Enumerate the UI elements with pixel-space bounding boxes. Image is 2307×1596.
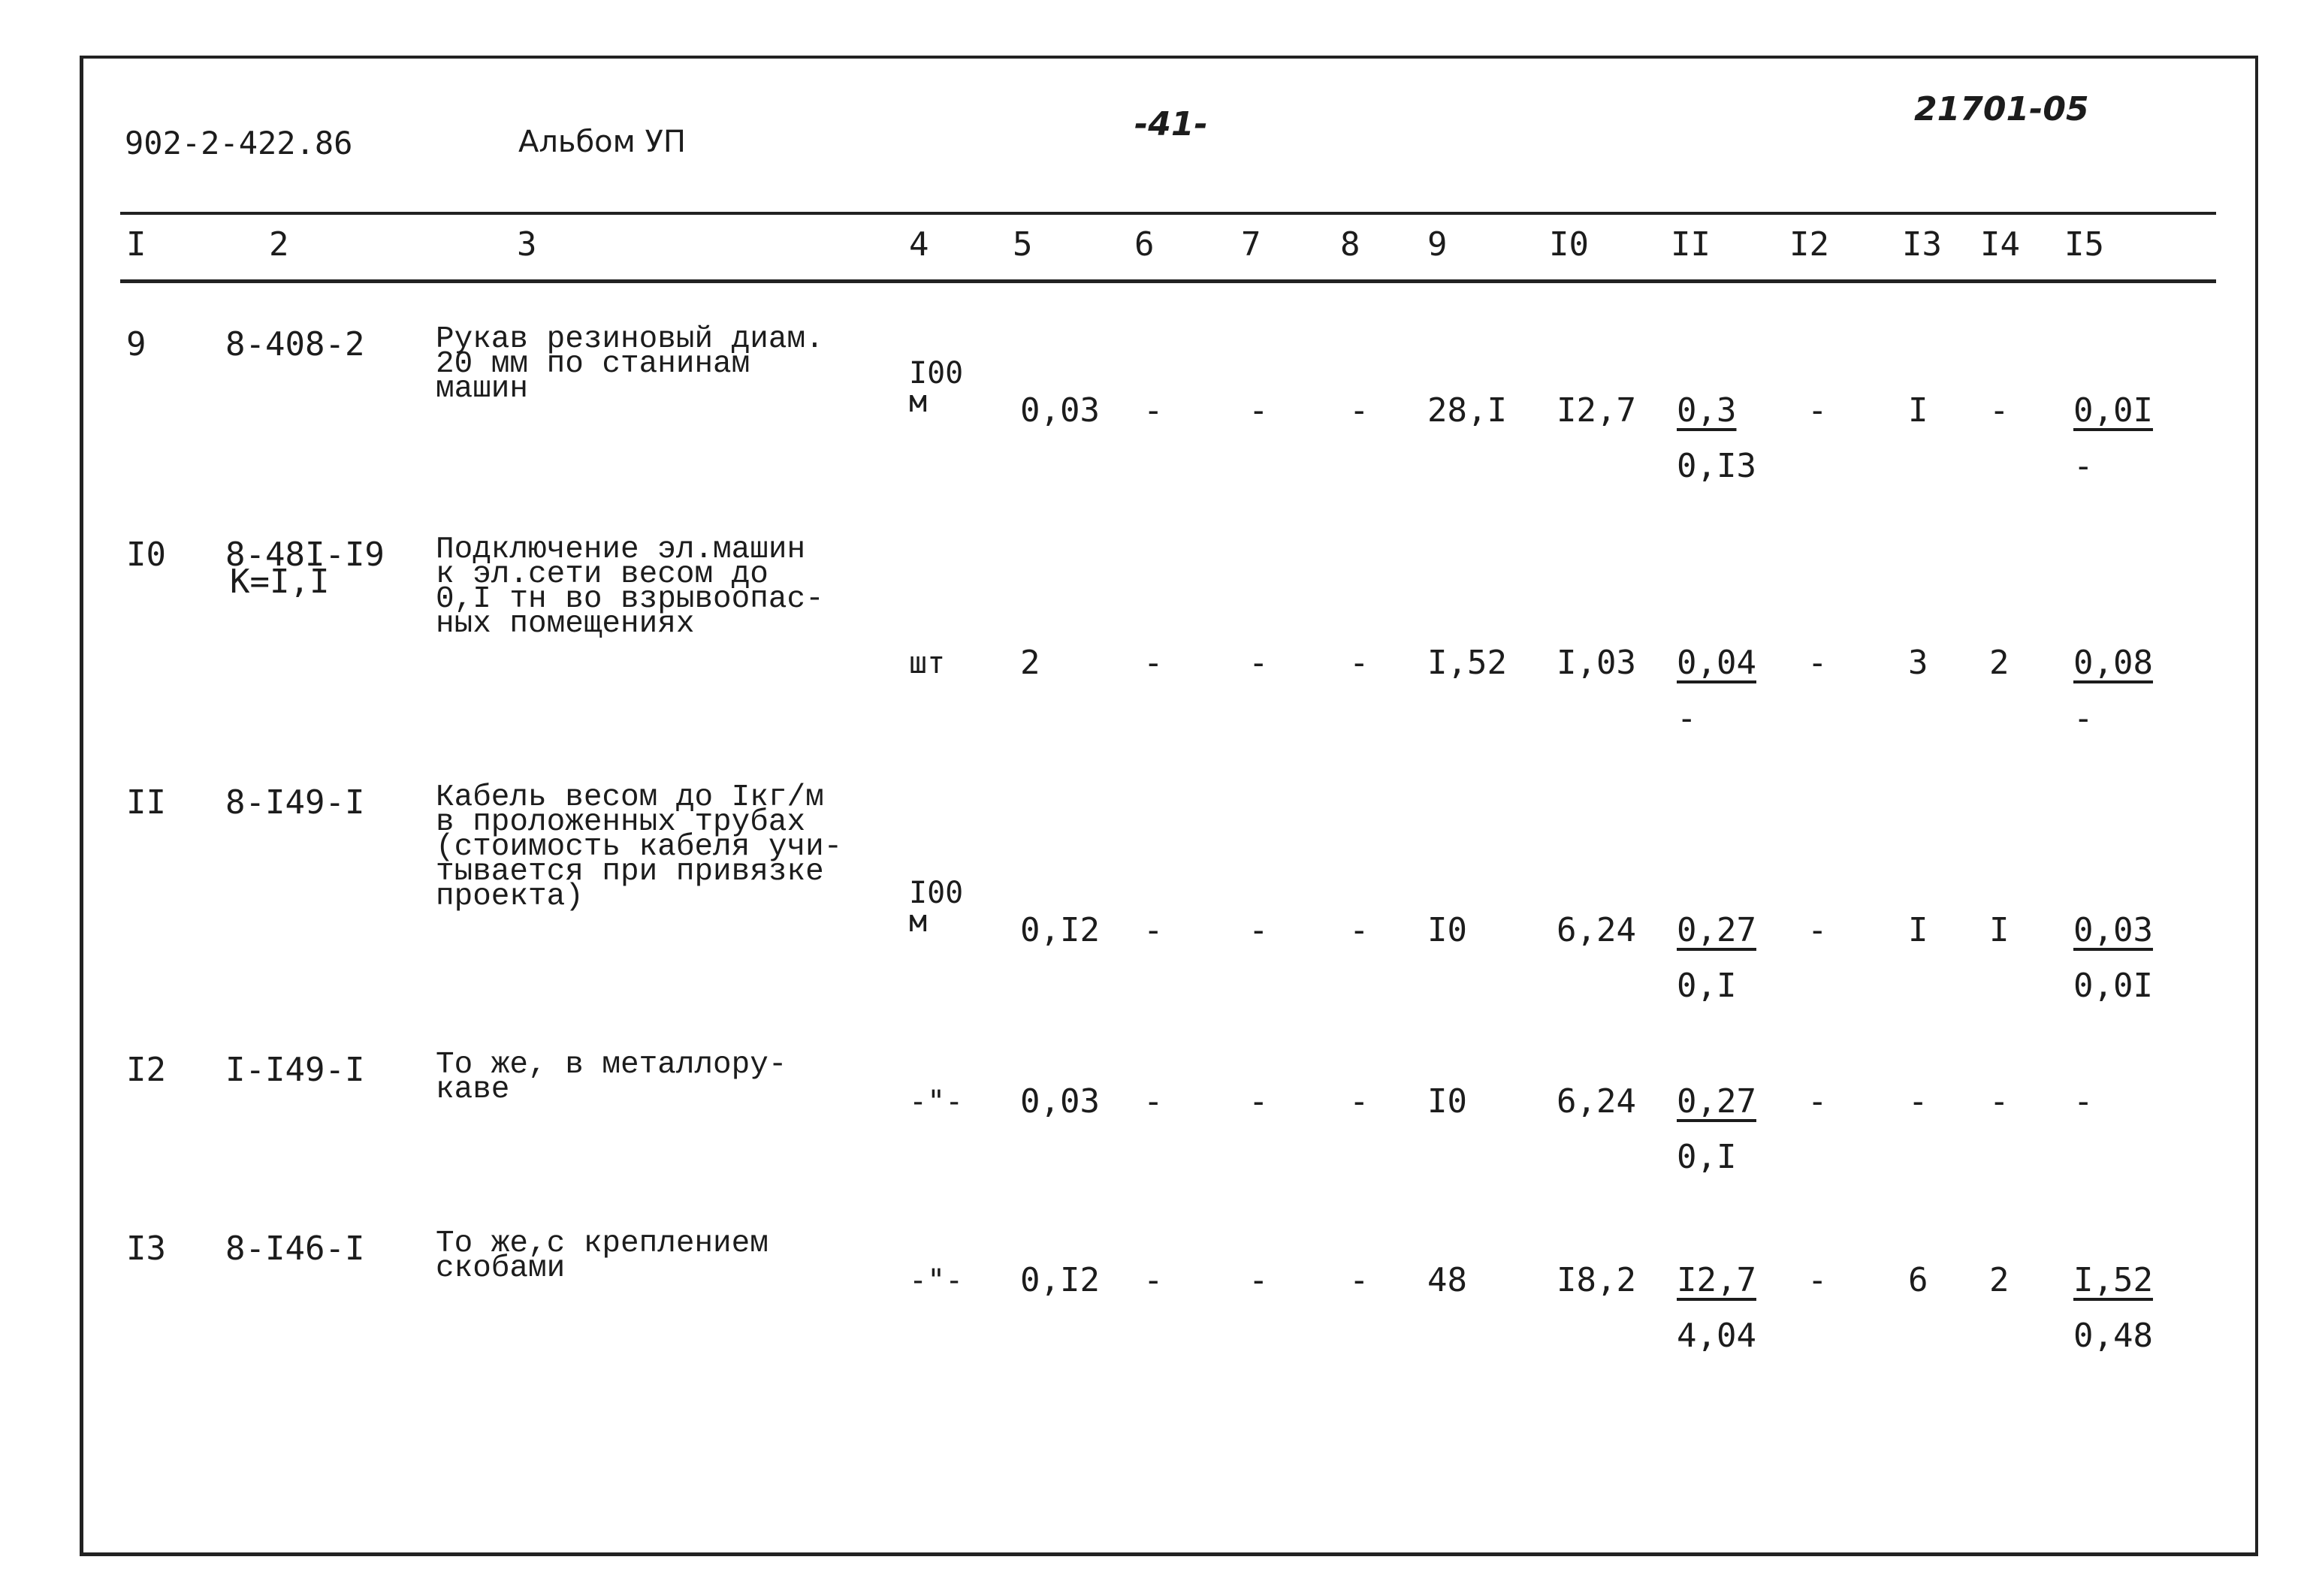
work-description-line: Рукав резиновый диам. xyxy=(436,322,824,357)
unit-of-measure: I00 xyxy=(909,356,964,391)
col-11-value-bottom: 0,I xyxy=(1677,967,1737,1005)
column-header-12: I2 xyxy=(1789,225,1829,264)
col-7-value: - xyxy=(1249,1082,1269,1121)
work-description-line: ных помещениях xyxy=(436,607,695,641)
col-11-value-bottom: - xyxy=(1677,699,1697,738)
column-header-8: 8 xyxy=(1340,225,1360,264)
col-9-value: I0 xyxy=(1427,911,1467,949)
col-10-value: I2,7 xyxy=(1557,391,1636,430)
col-11-value-bottom: 0,I3 xyxy=(1677,447,1756,485)
col-10-value: I8,2 xyxy=(1557,1261,1636,1299)
project-stamp: 21701-05 xyxy=(1914,90,2089,128)
work-description-line: машин xyxy=(436,372,529,406)
col-6-value: - xyxy=(1143,1082,1164,1121)
col-12-value: - xyxy=(1807,1261,1828,1299)
col-12-value: - xyxy=(1807,644,1828,682)
col-12-value: - xyxy=(1807,911,1828,949)
col-7-value: - xyxy=(1249,911,1269,949)
row-number: I0 xyxy=(126,536,166,574)
unit-of-measure: м xyxy=(909,385,928,419)
col-11-value-top: 0,27 xyxy=(1677,1082,1756,1121)
rate-code: 8-48I-I9 xyxy=(225,536,385,574)
quantity: 2 xyxy=(1020,644,1040,682)
row-number: I2 xyxy=(126,1051,166,1089)
page-number: -41- xyxy=(1134,105,1208,143)
work-description-line: Подключение эл.машин xyxy=(436,533,806,567)
col-7-value: - xyxy=(1249,644,1269,682)
column-header-7: 7 xyxy=(1241,225,1261,264)
column-header-4: 4 xyxy=(909,225,929,264)
column-header-10: I0 xyxy=(1549,225,1589,264)
header-rule-top xyxy=(120,212,2216,215)
work-description-line: каве xyxy=(436,1073,510,1107)
quantity: 0,I2 xyxy=(1020,1261,1100,1299)
col-8-value: - xyxy=(1349,1261,1369,1299)
quantity: 0,I2 xyxy=(1020,911,1100,949)
column-header-3: 3 xyxy=(517,225,537,264)
rate-code: 8-I49-I xyxy=(225,783,365,822)
unit-of-measure: I00 xyxy=(909,876,964,910)
col-14-value: I xyxy=(1989,911,2010,949)
col-15-value-bottom: 0,0I xyxy=(2073,967,2153,1005)
col-15-value-bottom: 0,48 xyxy=(2073,1317,2153,1355)
col-10-value: 6,24 xyxy=(1557,1082,1636,1121)
col-15-value-top: 0,08 xyxy=(2073,644,2153,682)
work-description-line: То же, в металлору- xyxy=(436,1048,787,1082)
col-6-value: - xyxy=(1143,391,1164,430)
column-header-9: 9 xyxy=(1427,225,1448,264)
work-description-line: 20 мм по станинам xyxy=(436,347,750,382)
col-9-value: 48 xyxy=(1427,1261,1467,1299)
col-8-value: - xyxy=(1349,1082,1369,1121)
rate-code: 8-408-2 xyxy=(225,325,365,364)
col-10-value: I,03 xyxy=(1557,644,1636,682)
row-number: I3 xyxy=(126,1229,166,1268)
work-description-line: скобами xyxy=(436,1251,566,1286)
col-15-value-bottom: - xyxy=(2073,699,2094,738)
unit-of-measure: шт xyxy=(909,646,946,680)
column-header-13: I3 xyxy=(1902,225,1942,264)
col-7-value: - xyxy=(1249,1261,1269,1299)
col-7-value: - xyxy=(1249,391,1269,430)
work-description-line: к эл.сети весом до xyxy=(436,557,768,592)
work-description-line: Кабель весом до Iкг/м xyxy=(436,780,824,815)
col-14-value: 2 xyxy=(1989,1261,2010,1299)
column-header-14: I4 xyxy=(1980,225,2020,264)
rate-code: 8-I46-I xyxy=(225,1229,365,1268)
album-label: Альбом УП xyxy=(518,125,686,159)
col-13-value: I xyxy=(1908,391,1928,430)
col-13-value: 6 xyxy=(1908,1261,1928,1299)
col-9-value: I,52 xyxy=(1427,644,1507,682)
col-6-value: - xyxy=(1143,1261,1164,1299)
work-description-line: (стоимость кабеля учи- xyxy=(436,830,843,864)
unit-of-measure: м xyxy=(909,904,928,939)
column-header-1: I xyxy=(126,225,146,264)
work-description-line: То же,с креплением xyxy=(436,1226,768,1261)
rate-coefficient: К=I,I xyxy=(230,563,330,601)
quantity: 0,03 xyxy=(1020,1082,1100,1121)
col-6-value: - xyxy=(1143,911,1164,949)
rate-code: I-I49-I xyxy=(225,1051,365,1089)
header-rule-bottom xyxy=(120,279,2216,283)
col-15-value-top: 0,0I xyxy=(2073,391,2153,430)
col-11-value-top: 0,3 xyxy=(1677,391,1737,430)
col-12-value: - xyxy=(1807,1082,1828,1121)
work-description-line: 0,I тн во взрывоопас- xyxy=(436,582,824,617)
column-header-15: I5 xyxy=(2064,225,2104,264)
quantity: 0,03 xyxy=(1020,391,1100,430)
col-15-value-top: 0,03 xyxy=(2073,911,2153,949)
col-13-value: I xyxy=(1908,911,1928,949)
col-15-value-top: - xyxy=(2073,1082,2094,1121)
col-10-value: 6,24 xyxy=(1557,911,1636,949)
col-14-value: - xyxy=(1989,391,2010,430)
unit-of-measure: -"- xyxy=(909,1263,964,1298)
row-number: II xyxy=(126,783,166,822)
col-13-value: 3 xyxy=(1908,644,1928,682)
column-header-2: 2 xyxy=(269,225,289,264)
col-8-value: - xyxy=(1349,391,1369,430)
col-8-value: - xyxy=(1349,911,1369,949)
col-11-value-top: 0,27 xyxy=(1677,911,1756,949)
column-header-11: II xyxy=(1671,225,1711,264)
col-9-value: I0 xyxy=(1427,1082,1467,1121)
col-6-value: - xyxy=(1143,644,1164,682)
col-12-value: - xyxy=(1807,391,1828,430)
col-11-value-bottom: 4,04 xyxy=(1677,1317,1756,1355)
document-code: 902-2-422.86 xyxy=(125,125,353,161)
col-11-value-top: 0,04 xyxy=(1677,644,1756,682)
work-description-line: тывается при привязке xyxy=(436,855,824,889)
col-9-value: 28,I xyxy=(1427,391,1507,430)
column-header-5: 5 xyxy=(1013,225,1033,264)
work-description-line: проекта) xyxy=(436,879,584,914)
col-14-value: 2 xyxy=(1989,644,2010,682)
col-15-value-top: I,52 xyxy=(2073,1261,2153,1299)
col-8-value: - xyxy=(1349,644,1369,682)
col-11-value-bottom: 0,I xyxy=(1677,1138,1737,1176)
row-number: 9 xyxy=(126,325,146,364)
col-15-value-bottom: - xyxy=(2073,447,2094,485)
col-13-value: - xyxy=(1908,1082,1928,1121)
col-14-value: - xyxy=(1989,1082,2010,1121)
column-header-6: 6 xyxy=(1134,225,1155,264)
work-description-line: в проложенных трубах xyxy=(436,805,806,840)
col-11-value-top: I2,7 xyxy=(1677,1261,1756,1299)
unit-of-measure: -"- xyxy=(909,1085,964,1119)
